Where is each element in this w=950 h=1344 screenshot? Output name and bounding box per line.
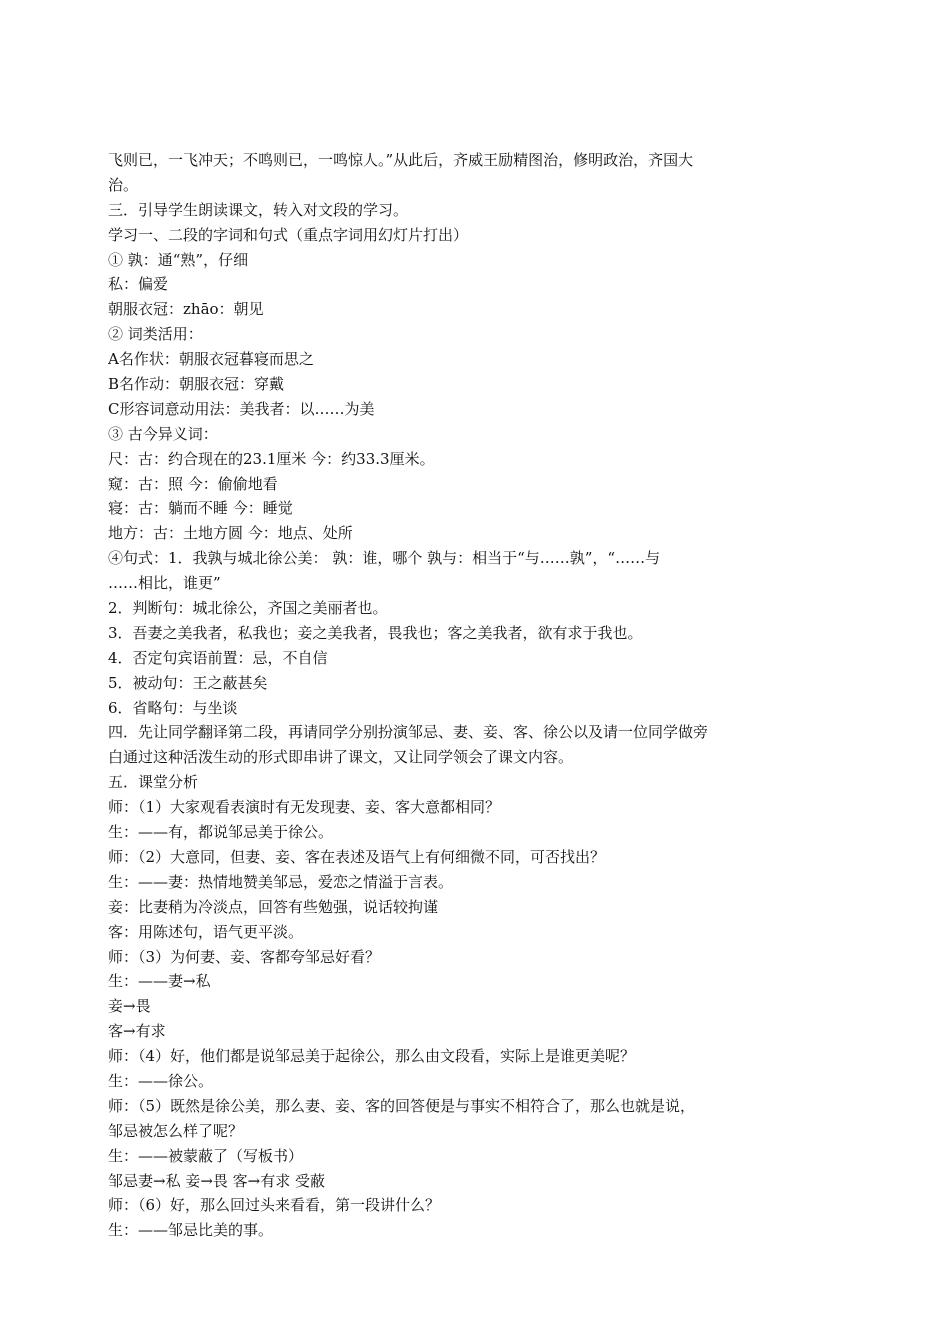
text-line: ② 词类活用： <box>108 325 203 344</box>
dialogue-line: 师：（6）好，那么回过头来看看，第一段讲什么？ <box>108 1196 441 1215</box>
text-line: 地方：古：土地方圆 今：地点、处所 <box>108 524 353 543</box>
dialogue-line: 妾：比妻稍为冷淡点，回答有些勉强，说话较拘谨 <box>108 897 439 916</box>
dialogue-line: 妾→畏 <box>108 997 151 1016</box>
text-line: 飞则已，一飞冲天；不鸣则已，一鸣惊人。”从此后，齐威王励精图治，修明政治，齐国大 <box>108 151 694 169</box>
text-line: 4．否定句宾语前置：忌，不自信 <box>108 648 328 667</box>
dialogue-line: 生：——邹忌比美的事。 <box>108 1221 274 1240</box>
text-line: 朝服衣冠：zhāo：朝见 <box>108 300 264 319</box>
text-line: 寝：古：躺而不睡 今：睡觉 <box>108 499 293 518</box>
text-line: ① 孰：通“熟”，仔细 <box>108 250 249 269</box>
section-heading: 四．先让同学翻译第二段，再请同学分别扮演邹忌、妻、妾、客、徐公以及请一位同学做旁 <box>108 723 709 742</box>
dialogue-line: 师：（5）既然是徐公美，那么妻、妾、客的回答便是与事实不相符合了，那么也就是说， <box>108 1096 696 1115</box>
dialogue-line: 师：（4）好，他们都是说邹忌美于起徐公，那么由文段看，实际上是谁更美呢？ <box>108 1047 636 1066</box>
text-line: 5．被动句：王之蔽甚矣 <box>108 673 268 692</box>
text-line: ……相比，谁更” <box>108 574 221 593</box>
dialogue-line: 师：（3）为何妻、妾、客都夸邹忌好看？ <box>108 947 381 966</box>
dialogue-line: 客：用陈述句，语气更平淡。 <box>108 922 304 941</box>
dialogue-line: 师：（1）大家观看表演时有无发现妻、妾、客大意都相同？ <box>108 798 501 817</box>
text-line: 学习一、二段的字词和句式（重点字词用幻灯片打出） <box>108 225 469 244</box>
text-line: A名作状：朝服衣冠暮寝而思之 <box>108 350 314 369</box>
text-line: 私：偏爱 <box>108 275 169 294</box>
text-line: B名作动：朝服衣冠：穿戴 <box>108 375 285 394</box>
text-line: 治。 <box>108 175 139 194</box>
text-line: 尺：古：约合现在的23.1厘米 今：约33.3厘米。 <box>108 449 435 468</box>
section-heading: 三．引导学生朗读课文，转入对文段的学习。 <box>108 200 409 219</box>
text-line: 白通过这种活泼生动的形式即串讲了课文，又让同学领会了课文内容。 <box>108 748 574 767</box>
text-line: ④句式：1．我孰与城北徐公美： 孰：谁，哪个 孰与：相当于“与……孰”，“……与 <box>108 549 661 568</box>
dialogue-line: 邹忌被怎么样了呢？ <box>108 1121 244 1140</box>
dialogue-line: 生：——被蒙蔽了（写板书） <box>108 1146 304 1165</box>
text-line: ③ 古今异义词： <box>108 424 218 443</box>
dialogue-line: 生：——妻：热情地赞美邹忌，爱恋之情溢于言表。 <box>108 872 454 891</box>
text-line: 窥：古：照 今：偷偷地看 <box>108 474 278 493</box>
dialogue-line: 客→有求 <box>108 1022 166 1041</box>
section-heading: 五．课堂分析 <box>108 773 199 792</box>
document-body <box>108 148 798 1243</box>
dialogue-line: 邹忌妻→私 妾→畏 客→有求 受蔽 <box>108 1171 326 1190</box>
dialogue-line: 生：——徐公。 <box>108 1071 214 1090</box>
text-line: 2．判断句：城北徐公，齐国之美丽者也。 <box>108 599 388 618</box>
text-line: 6．省略句：与坐谈 <box>108 698 238 717</box>
dialogue-line: 师：（2）大意同，但妻、妾、客在表述及语气上有何细微不同，可否找出？ <box>108 847 606 866</box>
text-line: 3．吾妻之美我者，私我也；妾之美我者，畏我也；客之美我者，欲有求于我也。 <box>108 623 643 642</box>
dialogue-line: 生：——有，都说邹忌美于徐公。 <box>108 823 334 842</box>
text-line: C形容词意动用法：美我者：以……为美 <box>108 399 375 418</box>
dialogue-line: 生：——妻→私 <box>108 972 211 991</box>
